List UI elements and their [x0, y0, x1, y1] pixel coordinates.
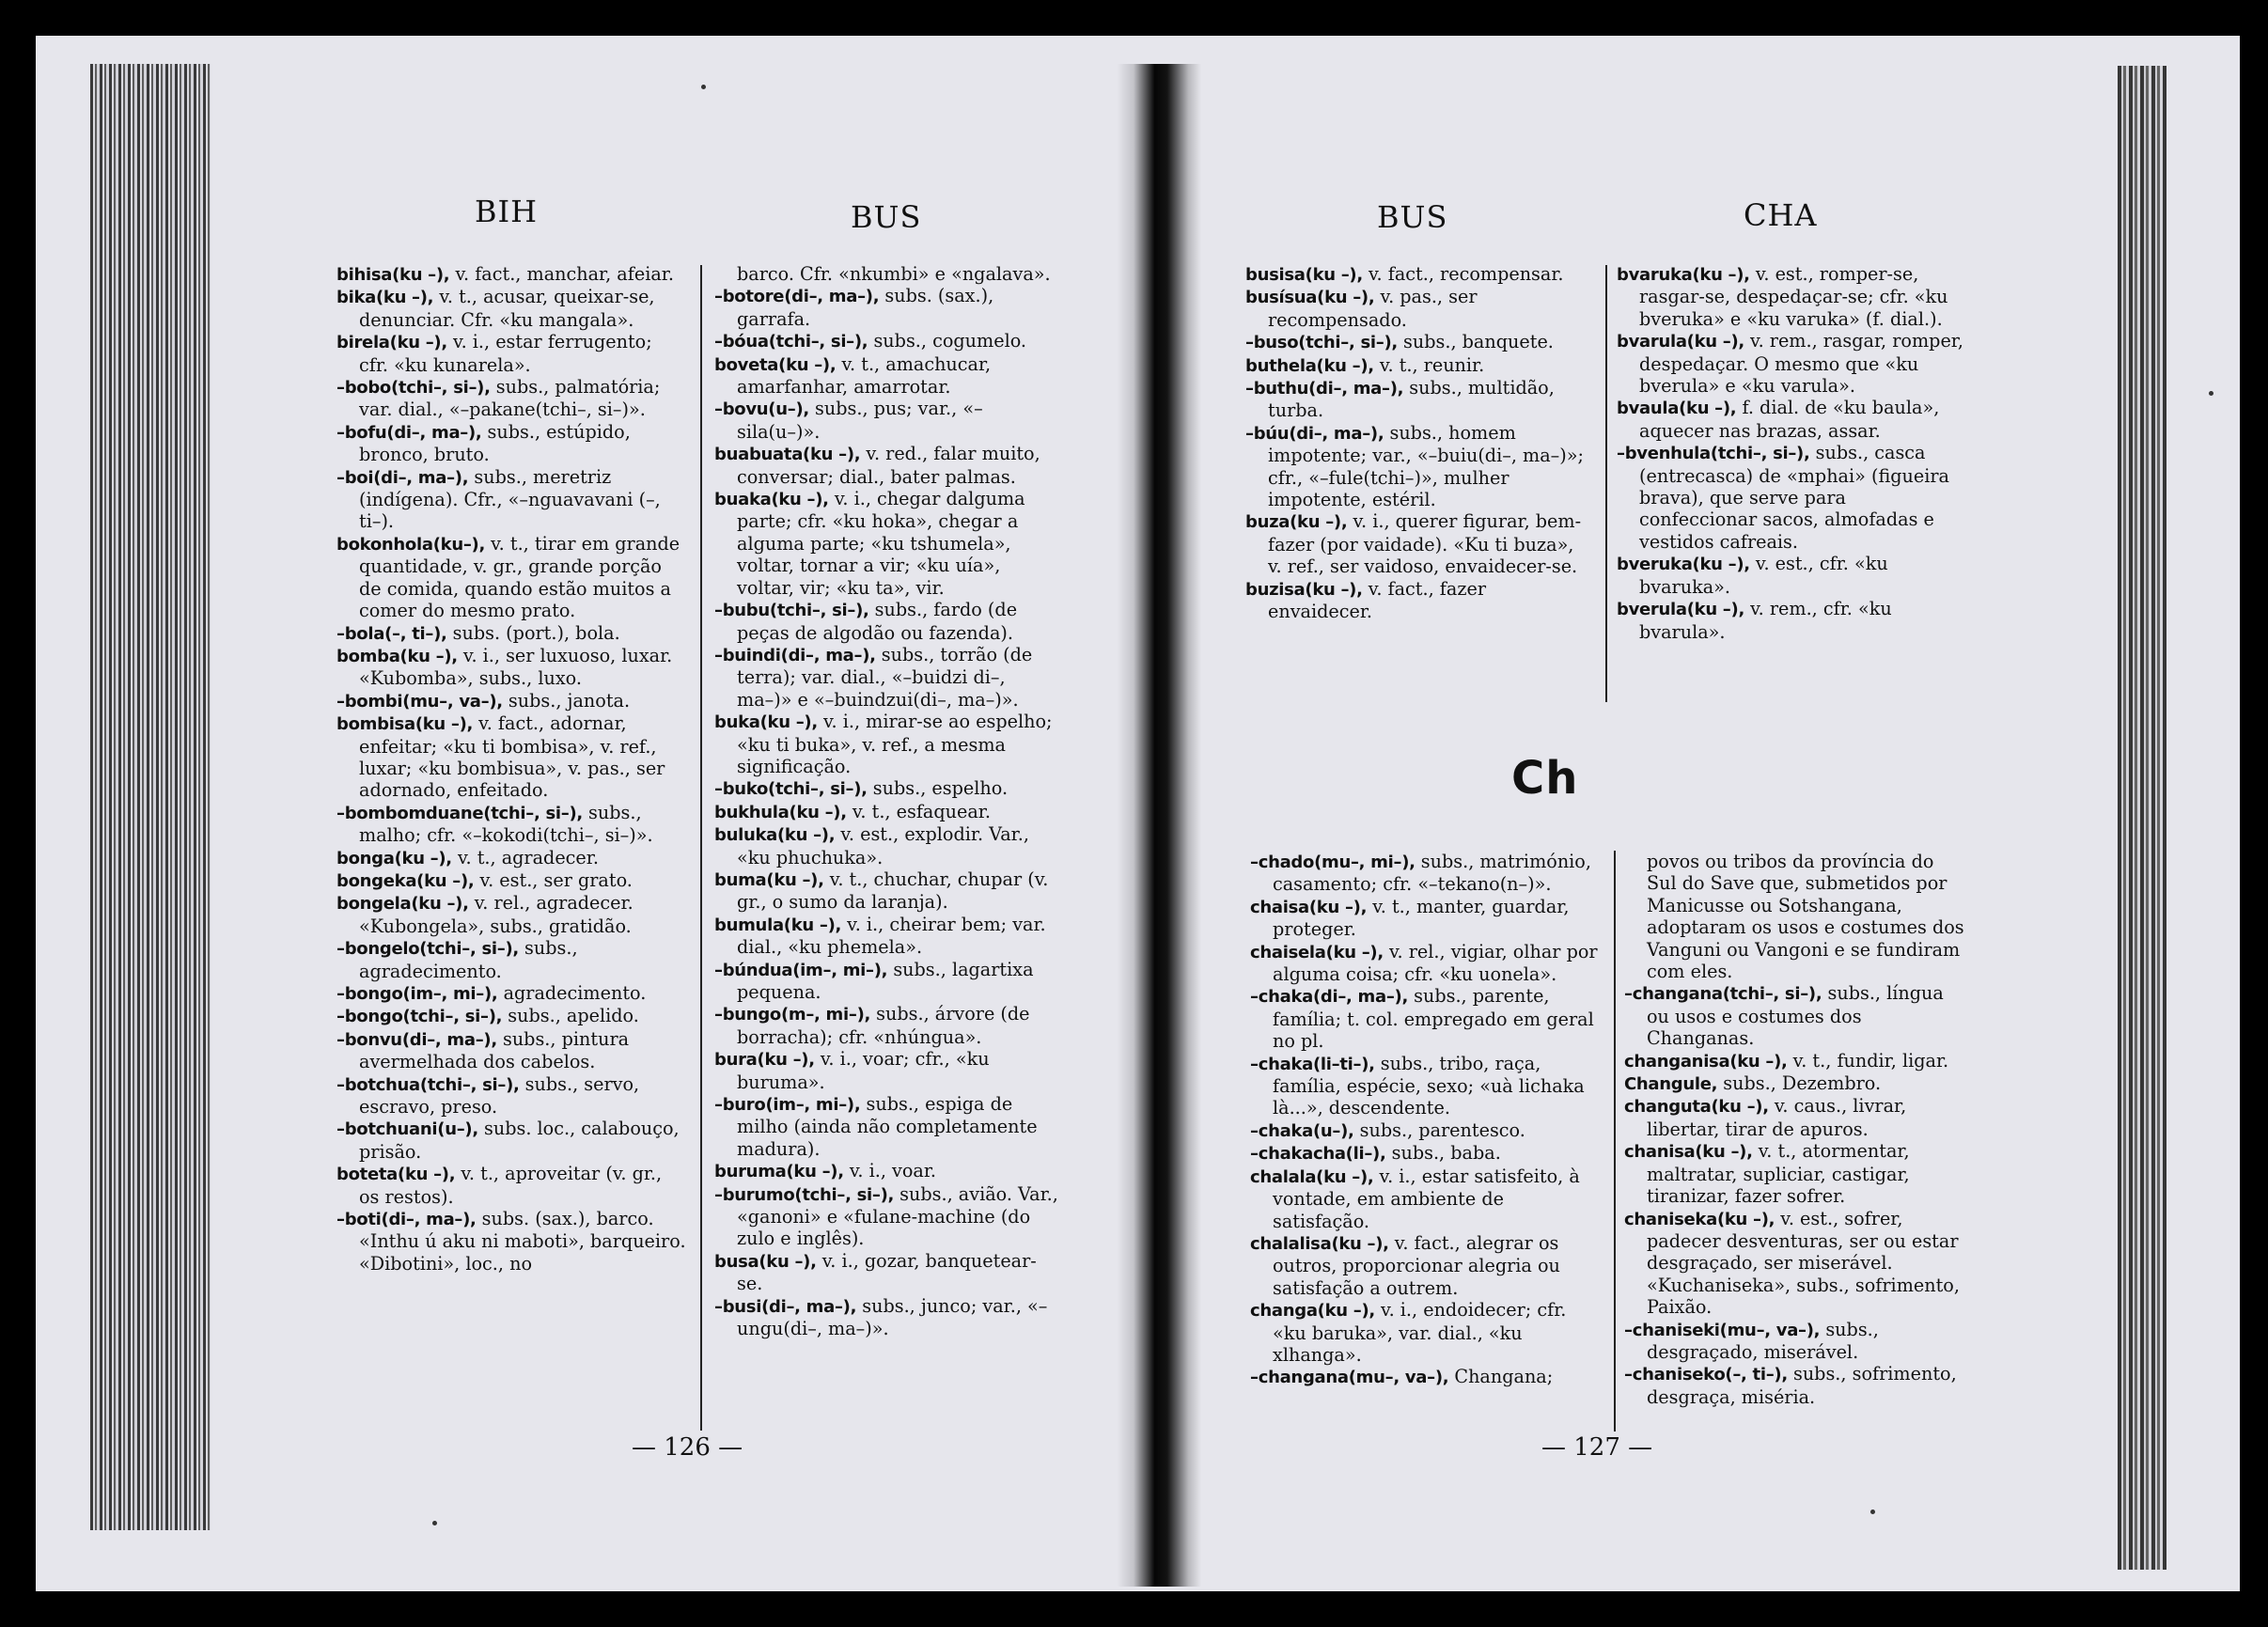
speck [2209, 391, 2213, 396]
entry-headword: chalalisa(ku –), [1250, 1233, 1389, 1254]
dictionary-entry [1250, 1299, 1598, 1366]
entry-headword: –bubu(tchi–, si–), [714, 601, 869, 621]
entry-definition: subs. (sax.), barco. «Inthu ú aku ni maboti», barqueiro. «Dibotini», loc., no [359, 1208, 686, 1275]
entry-headword: –changana(tchi–, si–), [1624, 984, 1822, 1005]
dictionary-entry [336, 869, 686, 892]
dictionary-entry [336, 892, 686, 937]
entry-definition: subs., baba. [1385, 1142, 1501, 1165]
book-gutter [1117, 64, 1201, 1587]
entry-headword: –bobo(tchi–, si–), [336, 378, 491, 399]
entry-definition: v. t., amachucar, amarfanhar, amarrotar. [737, 352, 992, 399]
entry-definition: subs., torrão (de terra); var. dial., «–buidzi di–, ma–)» e «–buindzui(di–, ma–)». [737, 643, 1033, 711]
dictionary-entry [714, 711, 1062, 777]
entry-definition: subs. loc., calabouço, prisão. [359, 1118, 680, 1163]
entry-definition: v. t., esfaquear. [846, 800, 991, 822]
dictionary-entry [1245, 422, 1593, 511]
entry-definition: v. t., acusar, queixar-se, denunciar. Cfr. «ku mangala». [359, 286, 655, 331]
entry-definition: subs., desgraçado, miserável. [1647, 1318, 1879, 1363]
entry-definition: subs., pus; var., «–sila(u–)». [737, 398, 983, 443]
entry-headword: –busi(di–, ma–), [714, 1296, 857, 1317]
entry-headword: –búu(di–, ma–), [1245, 423, 1384, 444]
entry-definition: v. i., querer figurar, bem-fazer (por vaidade). «Ku ti buza», v. ref., ser vaidoso, envaidecer-se. [1268, 510, 1582, 578]
entry-definition: v. i., voar; cfr., «ku buruma». [737, 1048, 990, 1093]
entry-definition: subs., avião. Var., «ganoni» e «fulane-machine (do zulo e inglês). [737, 1182, 1058, 1250]
dictionary-entry [1245, 286, 1593, 331]
entry-headword: bvarula(ku –), [1617, 332, 1744, 352]
dictionary-entry [714, 1160, 1062, 1182]
entry-definition: subs., junco; var., «–ungu(di–, ma–)». [737, 1294, 1048, 1340]
entry-definition: v. i., endoidecer; cfr. «ku baruka», var. dial., «ku xlhanga». [1273, 1299, 1567, 1366]
entry-headword: bura(ku –), [714, 1050, 815, 1071]
entry-headword: bumula(ku –), [714, 915, 842, 935]
entry-definition: v. pas., ser recompensado. [1268, 286, 1478, 331]
entry-headword: bika(ku –), [336, 288, 434, 308]
dictionary-entry [714, 1048, 1062, 1093]
entry-headword: bvaula(ku –), [1617, 399, 1737, 419]
entry-definition: v. est., explodir. Var., «ku phuchuka». [737, 823, 1029, 868]
entry-headword: –búndua(im–, mi–), [714, 960, 888, 980]
entry-definition: v. est., ser grato. [474, 868, 633, 891]
dictionary-entry [336, 1208, 686, 1275]
entry-headword: chanisa(ku –), [1624, 1142, 1753, 1163]
entry-headword: buaka(ku –), [714, 490, 829, 510]
speck [701, 85, 706, 89]
entry-headword: buabuata(ku –), [714, 445, 861, 465]
running-head-bus-left: BUS [851, 199, 922, 235]
entry-definition: subs., fardo (de peças de algodão ou fazenda). [737, 599, 1018, 644]
dictionary-entry [336, 376, 686, 421]
left-page-column-rule [700, 265, 702, 1431]
entry-definition: v. rel., vigiar, olhar por alguma coisa; cfr. «ku uonela». [1273, 940, 1598, 986]
entry-definition: subs., lagartixa pequena. [737, 958, 1034, 1003]
running-head-bih: BIH [475, 194, 539, 229]
entry-definition: subs., árvore (de borracha); cfr. «nhúngua». [737, 1003, 1030, 1048]
entry-headword: buluka(ku –), [714, 825, 836, 846]
dictionary-entry [1250, 985, 1598, 1052]
dictionary-entry [336, 802, 686, 847]
dictionary-entry [1250, 1165, 1598, 1232]
entry-headword: –bóua(tchi–, si–), [714, 332, 868, 352]
entry-headword: buza(ku –), [1245, 512, 1348, 533]
dictionary-entry [714, 1093, 1062, 1160]
dictionary-entry [1624, 982, 1967, 1049]
dictionary-entry [714, 443, 1062, 488]
dictionary-entry [336, 286, 686, 331]
entry-headword: changa(ku –), [1250, 1301, 1375, 1322]
entry-definition: subs., janota. [502, 689, 631, 712]
entry-definition: subs., parente, família; t. col. empregado em geral no pl. [1273, 985, 1594, 1053]
dictionary-entry [1624, 1095, 1967, 1140]
entry-definition: v. fact., adornar, enfeitar; «ku ti bombisa», v. ref., luxar; «ku bombisua», v. pas., ser adornado, enfeitado. [359, 712, 665, 802]
entry-definition: v. t., reunir. [1373, 353, 1485, 376]
entry-definition: subs., banquete. [1397, 331, 1554, 353]
entry-definition: v. rem., rasgar, romper, despedaçar. O mesmo que «ku bverula» e «ku varula». [1639, 330, 1963, 398]
dictionary-entry [336, 712, 686, 802]
running-head-cha: CHA [1744, 197, 1818, 233]
entry-headword: –botore(di–, ma–), [714, 287, 880, 307]
dictionary-entry [1250, 1366, 1598, 1388]
entry-definition: v. fact., recompensar. [1362, 263, 1564, 285]
entry-definition: v. fact., alegrar os outros, proporcionar alegria ou satisfação a outrem. [1273, 1231, 1560, 1299]
entry-headword: bokonhola(ku–), [336, 534, 485, 555]
right-page-column-1-top [1245, 263, 1593, 623]
entry-definition: subs., parentesco. [1353, 1119, 1525, 1141]
entry-definition: povos ou tribos da província do Sul do Save que, submetidos por Manicusse ou Sotshangana, adoptaram os usos e costumes dos Vanguni ou Vangoni e se fundiram com eles. [1647, 851, 1964, 983]
dictionary-entry [714, 1295, 1062, 1340]
entry-definition: v. est., cfr. «ku bvaruka». [1639, 553, 1888, 598]
entry-headword: bombisa(ku –), [336, 714, 474, 735]
entry-headword: bverula(ku –), [1617, 600, 1744, 620]
dictionary-entry [1617, 263, 1966, 330]
entry-definition: subs., homem impotente; var., «–buiu(di–, ma–)»; cfr., «–fule(tchi–)», mulher impotente, estéril. [1268, 421, 1584, 511]
dictionary-entry [714, 959, 1062, 1004]
entry-headword: –chaniseki(mu–, va–), [1624, 1320, 1821, 1340]
entry-definition: v. i., gozar, banquetear-se. [737, 1249, 1037, 1295]
dictionary-entry [1624, 1319, 1967, 1364]
entry-headword: chaisela(ku –), [1250, 942, 1384, 962]
entry-definition: subs., multidão, turba. [1268, 377, 1555, 422]
entry-headword: boveta(ku –), [714, 354, 837, 375]
entry-definition: subs. (port.), bola. [446, 621, 620, 644]
entry-headword: –boti(di–, ma–), [336, 1210, 477, 1230]
entry-definition: v. i., mirar-se ao espelho; «ku ti buka», v. ref., a mesma significação. [737, 711, 1053, 777]
dictionary-entry [714, 285, 1062, 330]
dictionary-entry [1617, 598, 1966, 643]
entry-headword: buthela(ku –), [1245, 355, 1374, 376]
entry-headword: –bovu(u–), [714, 399, 809, 420]
entry-definition: subs., apelido. [502, 1005, 639, 1027]
entry-headword: –chado(mu–, mi–), [1250, 853, 1416, 872]
running-head-bus-right: BUS [1377, 199, 1448, 235]
entry-headword: bukhula(ku –), [714, 802, 847, 822]
entry-headword: –bvenhula(tchi–, si–), [1617, 444, 1810, 464]
entry-definition: Changana; [1448, 1366, 1554, 1388]
entry-headword: bomba(ku –), [336, 646, 458, 666]
entry-definition: subs., espelho. [867, 777, 1009, 800]
entry-headword: –buso(tchi–, si–), [1245, 333, 1398, 353]
dictionary-entry [336, 1028, 686, 1073]
dictionary-entry [336, 1163, 686, 1208]
entry-headword: –chaniseko(–, ti–), [1624, 1365, 1788, 1385]
entry-headword: –buko(tchi–, si–), [714, 779, 868, 800]
dictionary-entry [714, 777, 1062, 800]
entry-headword: bonga(ku –), [336, 848, 452, 868]
dictionary-entry [1617, 330, 1966, 397]
entry-definition: v. fact., manchar, afeiar. [449, 263, 674, 285]
entry-headword: changuta(ku –), [1624, 1097, 1769, 1118]
entry-definition: v. t., fundir, ligar. [1787, 1049, 1949, 1072]
entry-definition: v. est., romper-se, rasgar-se, despedaçar-se; cfr. «ku bveruka» e «ku varuka» (f. dial.). [1639, 263, 1948, 330]
dictionary-entry [336, 533, 686, 622]
dictionary-entry [336, 263, 686, 286]
entry-headword: bongela(ku –), [336, 894, 469, 915]
dictionary-entry [714, 914, 1062, 959]
entry-headword: –bongo(im–, mi–), [336, 984, 498, 1004]
dictionary-entry [1250, 896, 1598, 941]
entry-definition: subs., agradecimento. [359, 937, 578, 982]
dictionary-entry [336, 1073, 686, 1119]
dictionary-entry [336, 645, 686, 690]
page-number-127: — 127 — [1541, 1433, 1653, 1462]
entry-headword: –changana(mu–, va–), [1250, 1368, 1449, 1388]
entry-headword: –chaka(di–, ma–), [1250, 987, 1409, 1008]
dictionary-entry [714, 599, 1062, 644]
page-number-126: — 126 — [632, 1433, 743, 1462]
entry-headword: buzisa(ku –), [1245, 579, 1363, 600]
dictionary-entry [714, 398, 1062, 443]
entry-headword: –bola(–, ti–), [336, 623, 447, 644]
entry-headword: buka(ku –), [714, 712, 818, 733]
entry-definition: subs., meretriz (indígena). Cfr., «–nguavavani (–, ti–). [359, 465, 661, 533]
dictionary-entry [1250, 1053, 1598, 1119]
dictionary-entry [1624, 1140, 1967, 1207]
entry-headword: busa(ku –), [714, 1251, 817, 1272]
left-page-edge [90, 64, 211, 1530]
left-page-column-1 [336, 263, 686, 1275]
entry-definition: subs., palmatória; var. dial., «–pakane(tchi–, si–)». [359, 376, 661, 421]
entry-definition: v. caus., livrar, libertar, tirar de apuros. [1647, 1095, 1907, 1140]
entry-definition: v. red., falar muito, conversar; dial., bater palmas. [737, 443, 1040, 488]
dictionary-entry [1624, 1363, 1967, 1408]
entry-definition: v. t., agradecer. [451, 846, 599, 868]
entry-headword: –bombi(mu–, va–), [336, 691, 503, 712]
entry-headword: –buthu(di–, ma–), [1245, 379, 1404, 399]
dictionary-entry [714, 263, 1062, 285]
dictionary-entry [1617, 553, 1966, 598]
dictionary-entry [714, 801, 1062, 823]
entry-headword: –bongo(tchi–, si–), [336, 1007, 503, 1027]
entry-definition: subs., língua ou usos e costumes dos Changanas. [1647, 982, 1944, 1050]
entry-definition: subs. (sax.), garrafa. [737, 285, 994, 330]
dictionary-entry [336, 466, 686, 533]
dictionary-entry [714, 353, 1062, 399]
entry-headword: bvaruka(ku –), [1617, 265, 1750, 285]
dictionary-entry [336, 690, 686, 712]
entry-definition: v. rem., cfr. «ku bvarula». [1639, 598, 1892, 643]
dictionary-entry [1624, 1050, 1967, 1072]
entry-definition: v. i., estar ferrugento; cfr. «ku kunarela». [359, 331, 652, 376]
dictionary-entry [1250, 851, 1598, 896]
dictionary-entry [1250, 1142, 1598, 1165]
dictionary-entry [336, 1005, 686, 1027]
entry-headword: –buro(im–, mi–), [714, 1095, 861, 1116]
entry-definition: subs., estúpido, bronco, bruto. [359, 420, 631, 466]
entry-definition: subs., servo, escravo, preso. [359, 1072, 640, 1119]
entry-definition: v. est., sofrer, padecer desventuras, ser ou estar desgraçado, ser miserável. «Kuchaniseka», subs., sofrimento, Paixão. [1647, 1207, 1960, 1319]
entry-headword: –chakacha(li–), [1250, 1144, 1386, 1165]
dictionary-entry [1624, 1072, 1967, 1095]
right-page-column-rule-top [1605, 265, 1607, 702]
right-page-edge [2118, 66, 2166, 1570]
dictionary-entry [1245, 578, 1593, 623]
dictionary-entry [1624, 851, 1967, 982]
entry-definition: subs., cogumelo. [868, 330, 1027, 352]
entry-definition: v. i., estar satisfeito, à vontade, em ambiente de satisfação. [1273, 1165, 1580, 1232]
entry-headword: –bofu(di–, ma–), [336, 422, 482, 443]
entry-headword: chaisa(ku –), [1250, 897, 1368, 917]
entry-definition: v. i., ser luxuoso, luxar. «Kubomba», subs., luxo. [359, 644, 673, 690]
entry-headword: bveruka(ku –), [1617, 555, 1750, 575]
dictionary-entry [336, 937, 686, 982]
dictionary-entry [714, 1183, 1062, 1250]
dictionary-entry [336, 622, 686, 645]
entry-headword: –bongelo(tchi–, si–), [336, 939, 519, 960]
dictionary-entry [714, 488, 1062, 599]
dictionary-entry [1624, 1208, 1967, 1319]
entry-headword: chaniseka(ku –), [1624, 1209, 1775, 1229]
speck [1870, 1510, 1875, 1514]
entry-definition: f. dial. de «ku baula», aquecer nas brazas, assar. [1639, 397, 1940, 442]
dictionary-entry [714, 330, 1062, 352]
entry-headword: –burumo(tchi–, si–), [714, 1184, 895, 1205]
right-page-column-2-bottom [1624, 851, 1967, 1408]
entry-definition: subs., malho; cfr. «–kokodi(tchi–, si–)». [359, 801, 653, 847]
entry-definition: subs., Dezembro. [1717, 1072, 1882, 1095]
entry-headword: –chaka(u–), [1250, 1120, 1354, 1141]
entry-definition: v. t., chuchar, chupar (v. gr., o sumo da laranja). [737, 868, 1049, 914]
entry-definition: v. t., tirar em grande quantidade, v. gr., grande porção de comida, quando estão muitos a comer do mesmo prato. [359, 532, 680, 622]
entry-definition: agradecimento. [497, 982, 647, 1004]
entry-headword: –boi(di–, ma–), [336, 467, 469, 488]
section-title-ch: Ch [1511, 752, 1579, 805]
entry-definition: v. t., atormentar, maltratar, supliciar, castigar, tiranizar, fazer sofrer. [1647, 1140, 1910, 1208]
entry-definition: v. fact., fazer envaidecer. [1268, 577, 1486, 623]
entry-headword: –bungo(m–, mi–), [714, 1005, 871, 1025]
entry-definition: v. i., voar. [843, 1160, 937, 1182]
dictionary-entry [336, 331, 686, 376]
dictionary-entry [1245, 354, 1593, 377]
entry-definition: subs., sofrimento, desgraça, miséria. [1647, 1363, 1957, 1408]
dictionary-entry [714, 1003, 1062, 1048]
dictionary-entry [1245, 331, 1593, 353]
dictionary-entry [1250, 1119, 1598, 1142]
dictionary-entry [336, 421, 686, 466]
entry-headword: –chaka(li–ti–), [1250, 1054, 1375, 1074]
entry-headword: –bombomduane(tchi–, si–), [336, 803, 583, 823]
entry-headword: –buindi(di–, ma–), [714, 645, 876, 665]
dictionary-entry [714, 823, 1062, 868]
entry-headword: bihisa(ku –), [336, 265, 450, 285]
entry-headword: boteta(ku –), [336, 1165, 456, 1185]
entry-headword: –botchuani(u–), [336, 1119, 478, 1140]
entry-definition: v. t., aproveitar (v. gr., os restos). [359, 1163, 663, 1208]
dictionary-entry [714, 1250, 1062, 1295]
entry-definition: subs., tribo, raça, família, espécie, sexo; «uà lichaka là...», descendente. [1273, 1052, 1585, 1119]
dictionary-entry [1250, 1232, 1598, 1299]
dictionary-entry [1245, 510, 1593, 577]
entry-definition: subs., casca (entrecasca) de «mphai» (figueira brava), que serve para confeccionar sacos, almofadas e vestidos cafreais. [1639, 442, 1949, 553]
dictionary-entry [336, 1118, 686, 1163]
right-page-column-2-top [1617, 263, 1966, 643]
entry-definition: v. i., cheirar bem; var. dial., «ku phemela». [737, 913, 1046, 959]
entry-definition: subs., pintura avermelhada dos cabelos. [359, 1027, 630, 1073]
dictionary-entry [1617, 442, 1966, 553]
right-page-column-rule-bottom [1614, 851, 1616, 1431]
entry-headword: busísua(ku –), [1245, 288, 1375, 308]
entry-definition: subs., espiga de milho (ainda não completamente madura). [737, 1093, 1038, 1160]
entry-headword: bongeka(ku –), [336, 870, 475, 891]
dictionary-entry [714, 644, 1062, 711]
entry-headword: buruma(ku –), [714, 1162, 844, 1182]
entry-headword: birela(ku –), [336, 333, 447, 353]
dictionary-entry [1245, 377, 1593, 422]
entry-headword: chalala(ku –), [1250, 1166, 1374, 1187]
entry-definition: v. rel., agradecer. «Kubongela», subs., gratidão. [359, 892, 633, 937]
right-page-column-1-bottom [1250, 851, 1598, 1389]
left-page-column-2 [714, 263, 1062, 1340]
dictionary-entry [714, 868, 1062, 914]
speck [432, 1521, 437, 1525]
entry-headword: –botchua(tchi–, si–), [336, 1074, 520, 1095]
dictionary-entry [1245, 263, 1593, 286]
entry-definition: v. i., chegar dalguma parte; cfr. «ku hoka», chegar a alguma parte; «ku tshumela», voltar, tornar a vir; «ku uía», voltar, vir; «ku ta», vir. [737, 488, 1025, 599]
entry-headword: busisa(ku –), [1245, 265, 1363, 285]
entry-definition: barco. Cfr. «nkumbi» e «ngalava». [737, 263, 1051, 285]
entry-headword: –bonvu(di–, ma–), [336, 1029, 497, 1050]
entry-definition: subs., matrimónio, casamento; cfr. «–tekano(n–)». [1273, 851, 1591, 896]
dictionary-entry [336, 847, 686, 869]
entry-definition: v. t., manter, guardar, proteger. [1273, 895, 1570, 941]
dictionary-entry [336, 982, 686, 1005]
entry-headword: changanisa(ku –), [1624, 1051, 1788, 1072]
dictionary-entry [1617, 397, 1966, 442]
entry-headword: buma(ku –), [714, 869, 824, 890]
entry-headword: Changule, [1624, 1074, 1718, 1095]
dictionary-entry [1250, 941, 1598, 986]
